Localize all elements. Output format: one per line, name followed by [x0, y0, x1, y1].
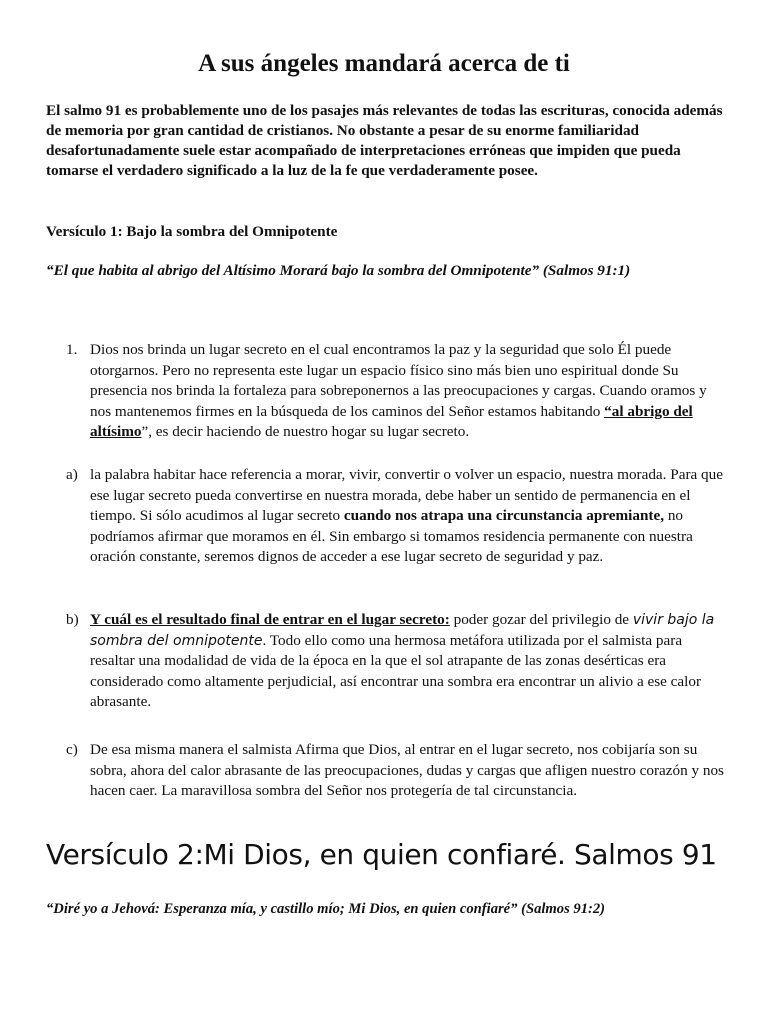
list-marker: 1. — [66, 341, 78, 358]
text-segment: no podríamos afirmar que moramos en él. Sin embargo si tomamos residencia permanente con nuestra oración constante, seremos dignos de acceder a ese lugar secreto de seguridad y paz. — [90, 507, 693, 565]
list-marker: b) — [66, 611, 79, 628]
page-title: A sus ángeles mandará acerca de ti — [198, 50, 570, 77]
text-segment: ”, es decir haciendo de nuestro hogar su lugar secreto. — [141, 423, 470, 440]
list-item-a — [66, 465, 726, 568]
list-item-c — [66, 740, 726, 802]
verse1-quote: “El que habita al abrigo del Altísimo Morará bajo la sombra del Omnipotente” (Salmos 91:1) — [46, 262, 631, 279]
verse2-heading: Versículo 2:Mi Dios, en quien confiaré. Salmos 91 — [46, 838, 717, 871]
text-segment: poder gozar del privilegio de — [449, 611, 633, 628]
text-segment: . Todo ello como una hermosa metáfora utilizada por el salmista para resaltar una modalidad de vida de la época en la que el sol atrapante de las zonas desérticas era considerado como altamente perjudicial, así encontrar una sombra era encontrar un alivio a ese calor abrasante. — [90, 631, 702, 710]
verse1-heading: Versículo 1: Bajo la sombra del Omnipotente — [46, 223, 338, 240]
emphasis-text: cuando nos atrapa una circunstancia apremiante, — [343, 507, 665, 524]
verse2-quote: “Diré yo a Jehová: Esperanza mía, y castillo mío; Mi Dios, en quien confiaré” (Salmos 91:2) — [46, 901, 606, 917]
list-item-text — [90, 340, 726, 443]
list-item-text — [90, 465, 726, 568]
text-segment: Dios nos brinda un lugar secreto en el cual encontramos la paz y la seguridad que solo Él puede otorgarnos. Pero no representa este lugar un espacio físico sino más bien uno espiritual donde Su presencia nos brinda la fortaleza para sobreponernos a las preocupaciones y cargas. Cuando oramos y nos mantenemos firmes en la búsqueda de los caminos del Señor estamos habitando — [90, 341, 707, 420]
list-item-text: De esa misma manera el salmista Afirma que Dios, al entrar en el lugar secreto, nos cobijaría son su sobra, ahora del calor abrasante de las preocupaciones, dudas y cargas que afligen nuestro corazón y nos hacen caer. La maravillosa sombra del Señor nos protegería de tal circunstancia. — [90, 741, 724, 799]
list-item-text — [90, 610, 726, 713]
emphasis-text: Y cuál es el resultado final de entrar en el lugar secreto: — [90, 611, 450, 628]
intro-paragraph: El salmo 91 es probablemente uno de los pasajes más relevantes de todas las escrituras, conocida además de memoria por gran cantidad de cristianos. No obstante a pesar de su enorme familiaridad desafortunadamente suele estar acompañado de interpretaciones erróneas que impiden que pueda tomarse el verdadero significado a la luz de la fe que verdaderamente posee. — [46, 102, 723, 179]
list-marker: a) — [66, 466, 78, 483]
list-item-1 — [66, 340, 726, 443]
italic-text: vivir bajo la sombra del omnipotente — [90, 612, 715, 649]
emphasis-text: “al abrigo del altísimo — [90, 402, 693, 440]
text-segment: la palabra habitar hace referencia a morar, vivir, convertir o volver un espacio, nuestra morada. Para que ese lugar secreto pueda convertirse en nuestra morada, debe haber un sentido de permanencia en el tiempo. Si sólo acudimos al lugar secreto — [90, 466, 723, 524]
list-marker: c) — [66, 741, 78, 758]
list-item-b — [66, 610, 726, 713]
